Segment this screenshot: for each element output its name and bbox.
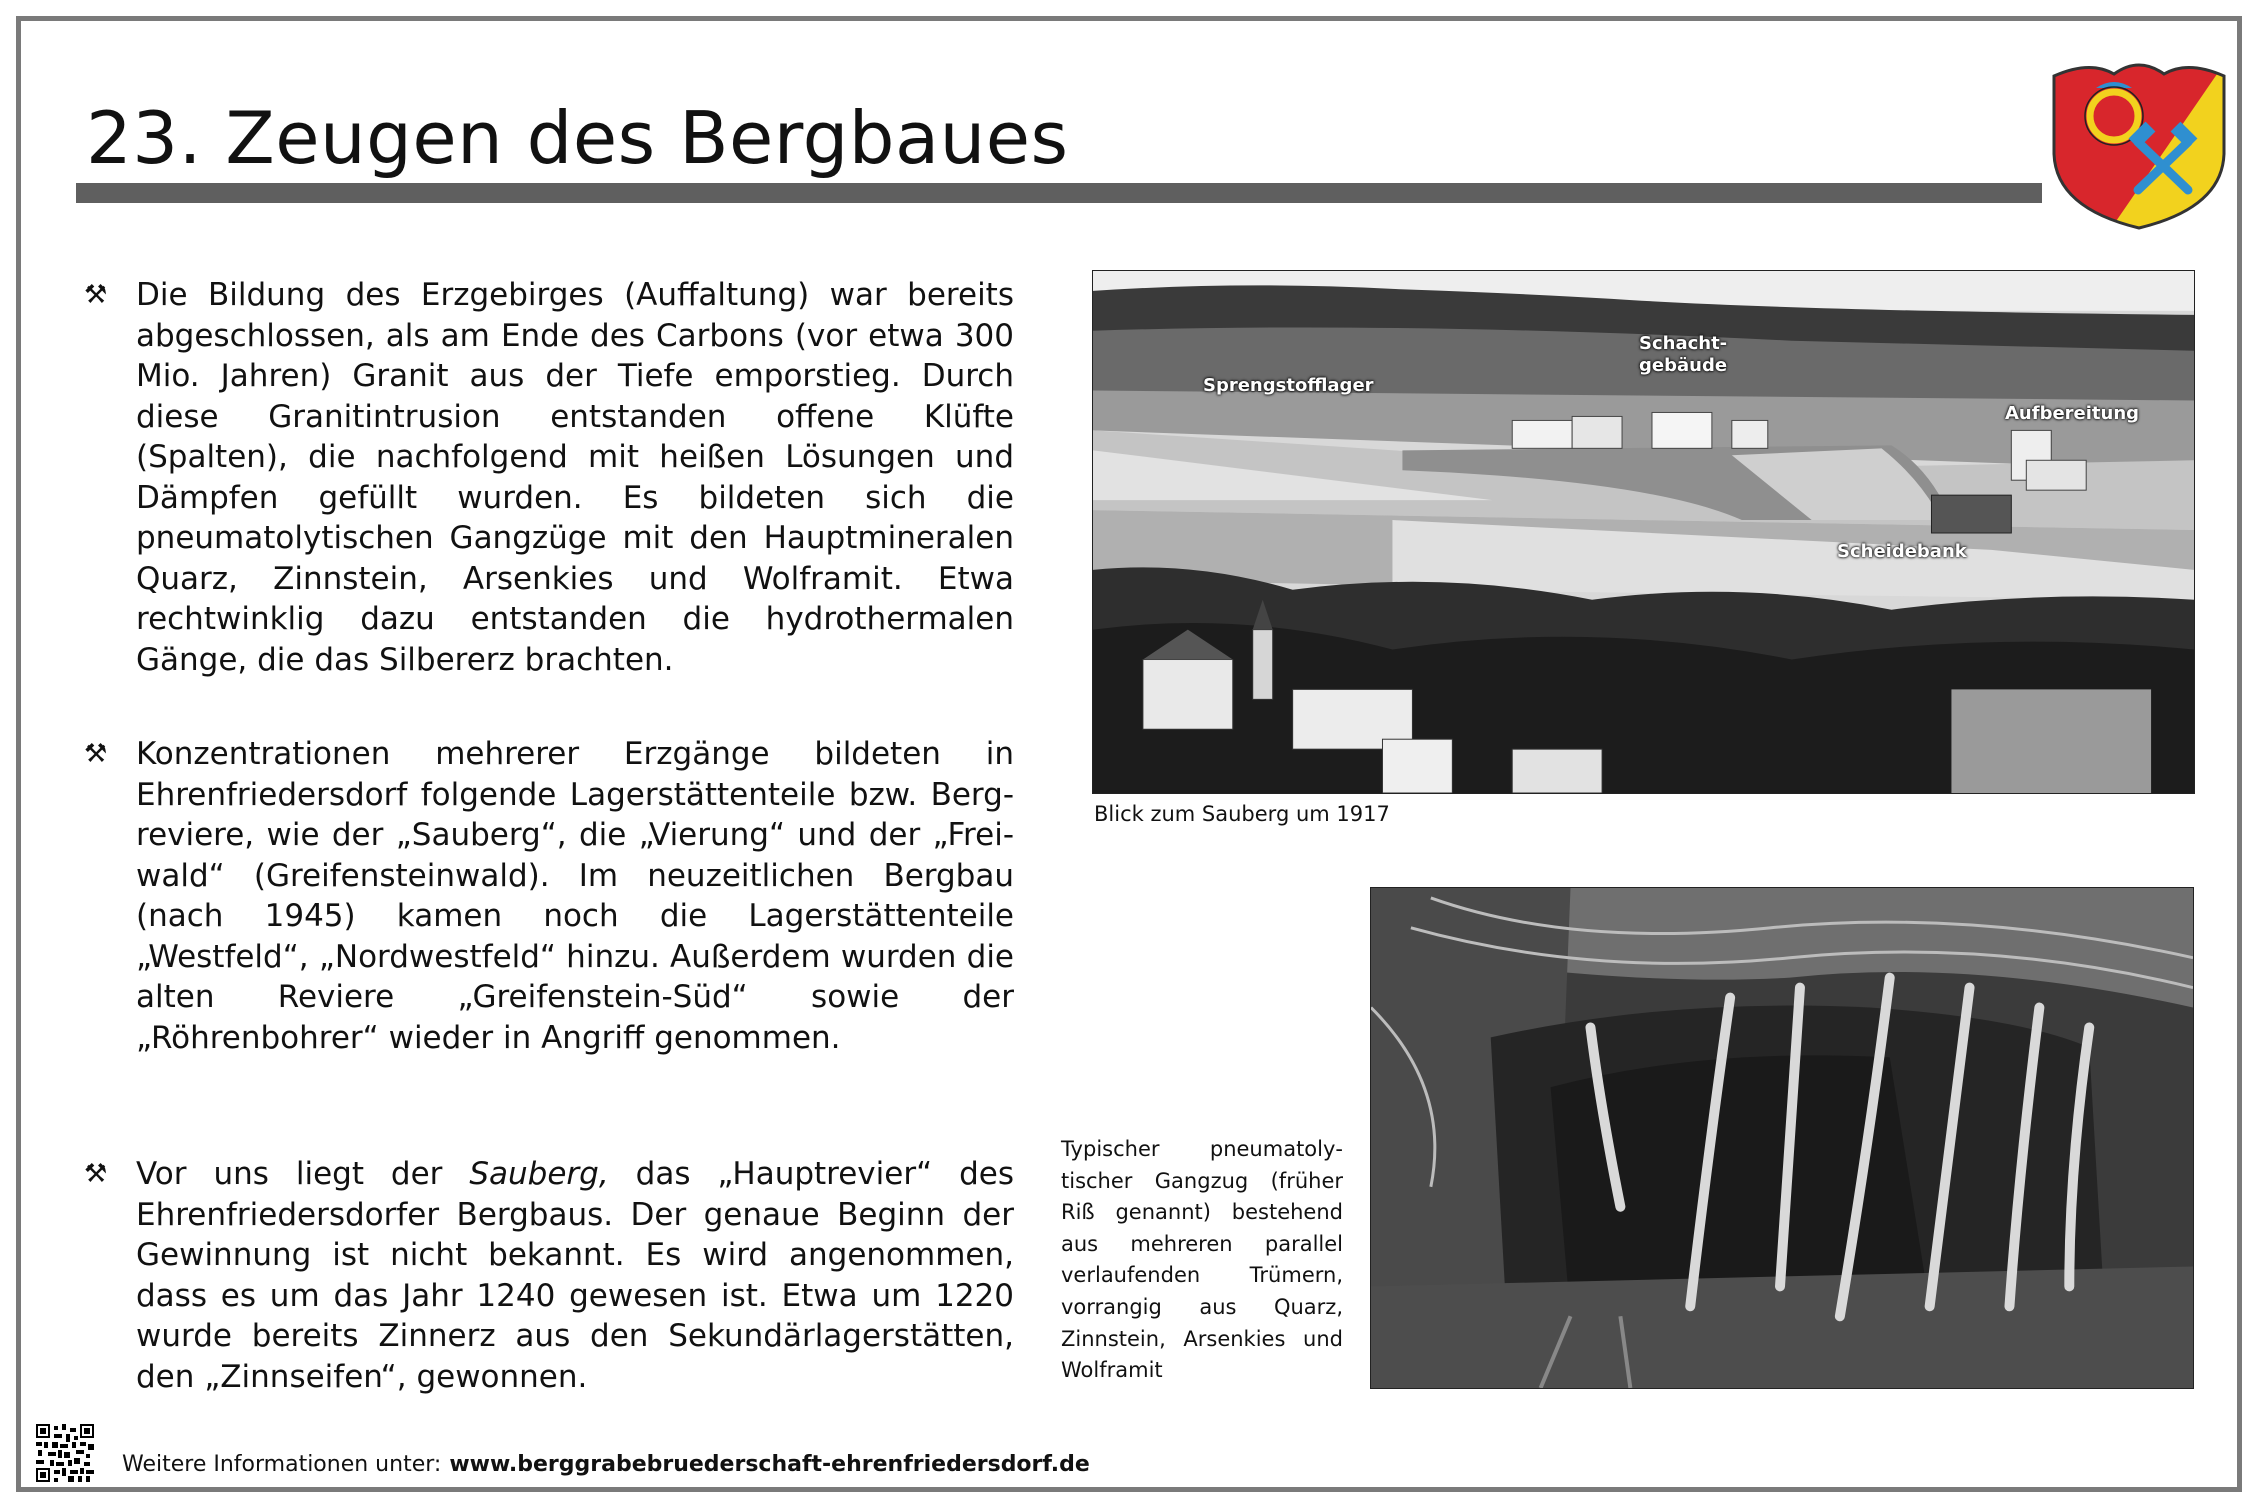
label-aufbereitung: Aufbereitung [2005, 403, 2140, 424]
hammer-and-pick-icon: ⚒ [84, 1159, 108, 1189]
label-sprengstofflager: Sprengstofflager [1203, 375, 1374, 396]
sauberg-emphasis: Sauberg, [469, 1156, 609, 1192]
qr-code-icon[interactable] [36, 1424, 94, 1482]
paragraph-2 [84, 734, 1014, 1058]
paragraph-text: Vor uns liegt der Sauberg, das „Hauptrevier“ des Ehrenfriedersdorfer Bergbaus. Der genaue Beginn der Gewinnung ist nicht bekannt. Es wird angenommen, dass es um das Jahr 1240 gewesen ist. Etwa um 1220 wurde bereits Zinnerz aus den Sekundärlagerstätten, den „Zinnseifen“, gewonnen. [136, 1156, 1014, 1395]
footer-label: Weitere Informationen unter: [122, 1452, 442, 1477]
paragraph-text: Die Bildung des Erzgebirges (Auffaltung) war bereits abgeschlossen, als am Ende des Carbons (vor etwa 300 Mio. Jahren) Granit aus der Tiefe emporstieg. Durch diese Granitintrusion entstanden offene Klüfte (Spalten), die nachfolgend mit heißen Lösungen und Dämpfen gefüllt wurden. Es bildeten sich die pneumatolytischen Gangzüge mit den Hauptmineralen Quarz, Zinnstein, Arsenkies und Wolframit. Etwa rechtwinklig dazu entstanden die hydrothermalen Gänge, die das Silbererz brachten. [136, 277, 1014, 678]
label-scheidebank: Scheidebank [1837, 541, 1967, 562]
hammer-and-pick-icon: ⚒ [84, 280, 108, 310]
coat-of-arms-icon [2050, 58, 2228, 230]
page-title: 23. Zeugen des Bergbaues [86, 96, 1069, 180]
title-rule [76, 183, 2042, 203]
label-schacht: Schacht- [1639, 333, 1728, 354]
caption-bottom-photo: Typischer pneumatolytischer Gangzug (früher Riß genannt) bestehend aus mehreren parallel verlaufenden Trümern, vorrangig aus Quarz, Zinnstein, Arsenkies und Wolframit [1061, 1137, 1343, 1383]
paragraph-text: Konzentrationen mehrerer Erzgänge bildeten in Ehrenfriedersdorf folgende Lagerstättenteile bzw. Bergreviere, wie der „Sauberg“, die „Vierung“ und der „Freiwald“ (Greifensteinwald). Im neuzeitlichen Bergbau (nach 1945) kamen noch die Lagerstättenteile „Westfeld“, „Nordwestfeld“ hinzu. Außerdem wurden die alten Reviere „Greifenstein-Süd“ sowie der „Röhrenbohrer“ wieder in Angriff genommen. [136, 736, 1014, 1056]
label-gebaeude: gebäude [1639, 355, 1728, 376]
footer-url-link[interactable]: www.berggrabebruederschaft-ehrenfriedersdorf.de [449, 1452, 1090, 1477]
photo-sauberg-1917 [1092, 270, 2195, 794]
photo-gangzug [1370, 887, 2194, 1389]
paragraph-3 [84, 1154, 1014, 1397]
footer [122, 1452, 1090, 1477]
caption-top-photo: Blick zum Sauberg um 1917 [1094, 802, 1390, 826]
hammer-and-pick-icon: ⚒ [84, 739, 108, 769]
paragraph-1 [84, 275, 1014, 680]
